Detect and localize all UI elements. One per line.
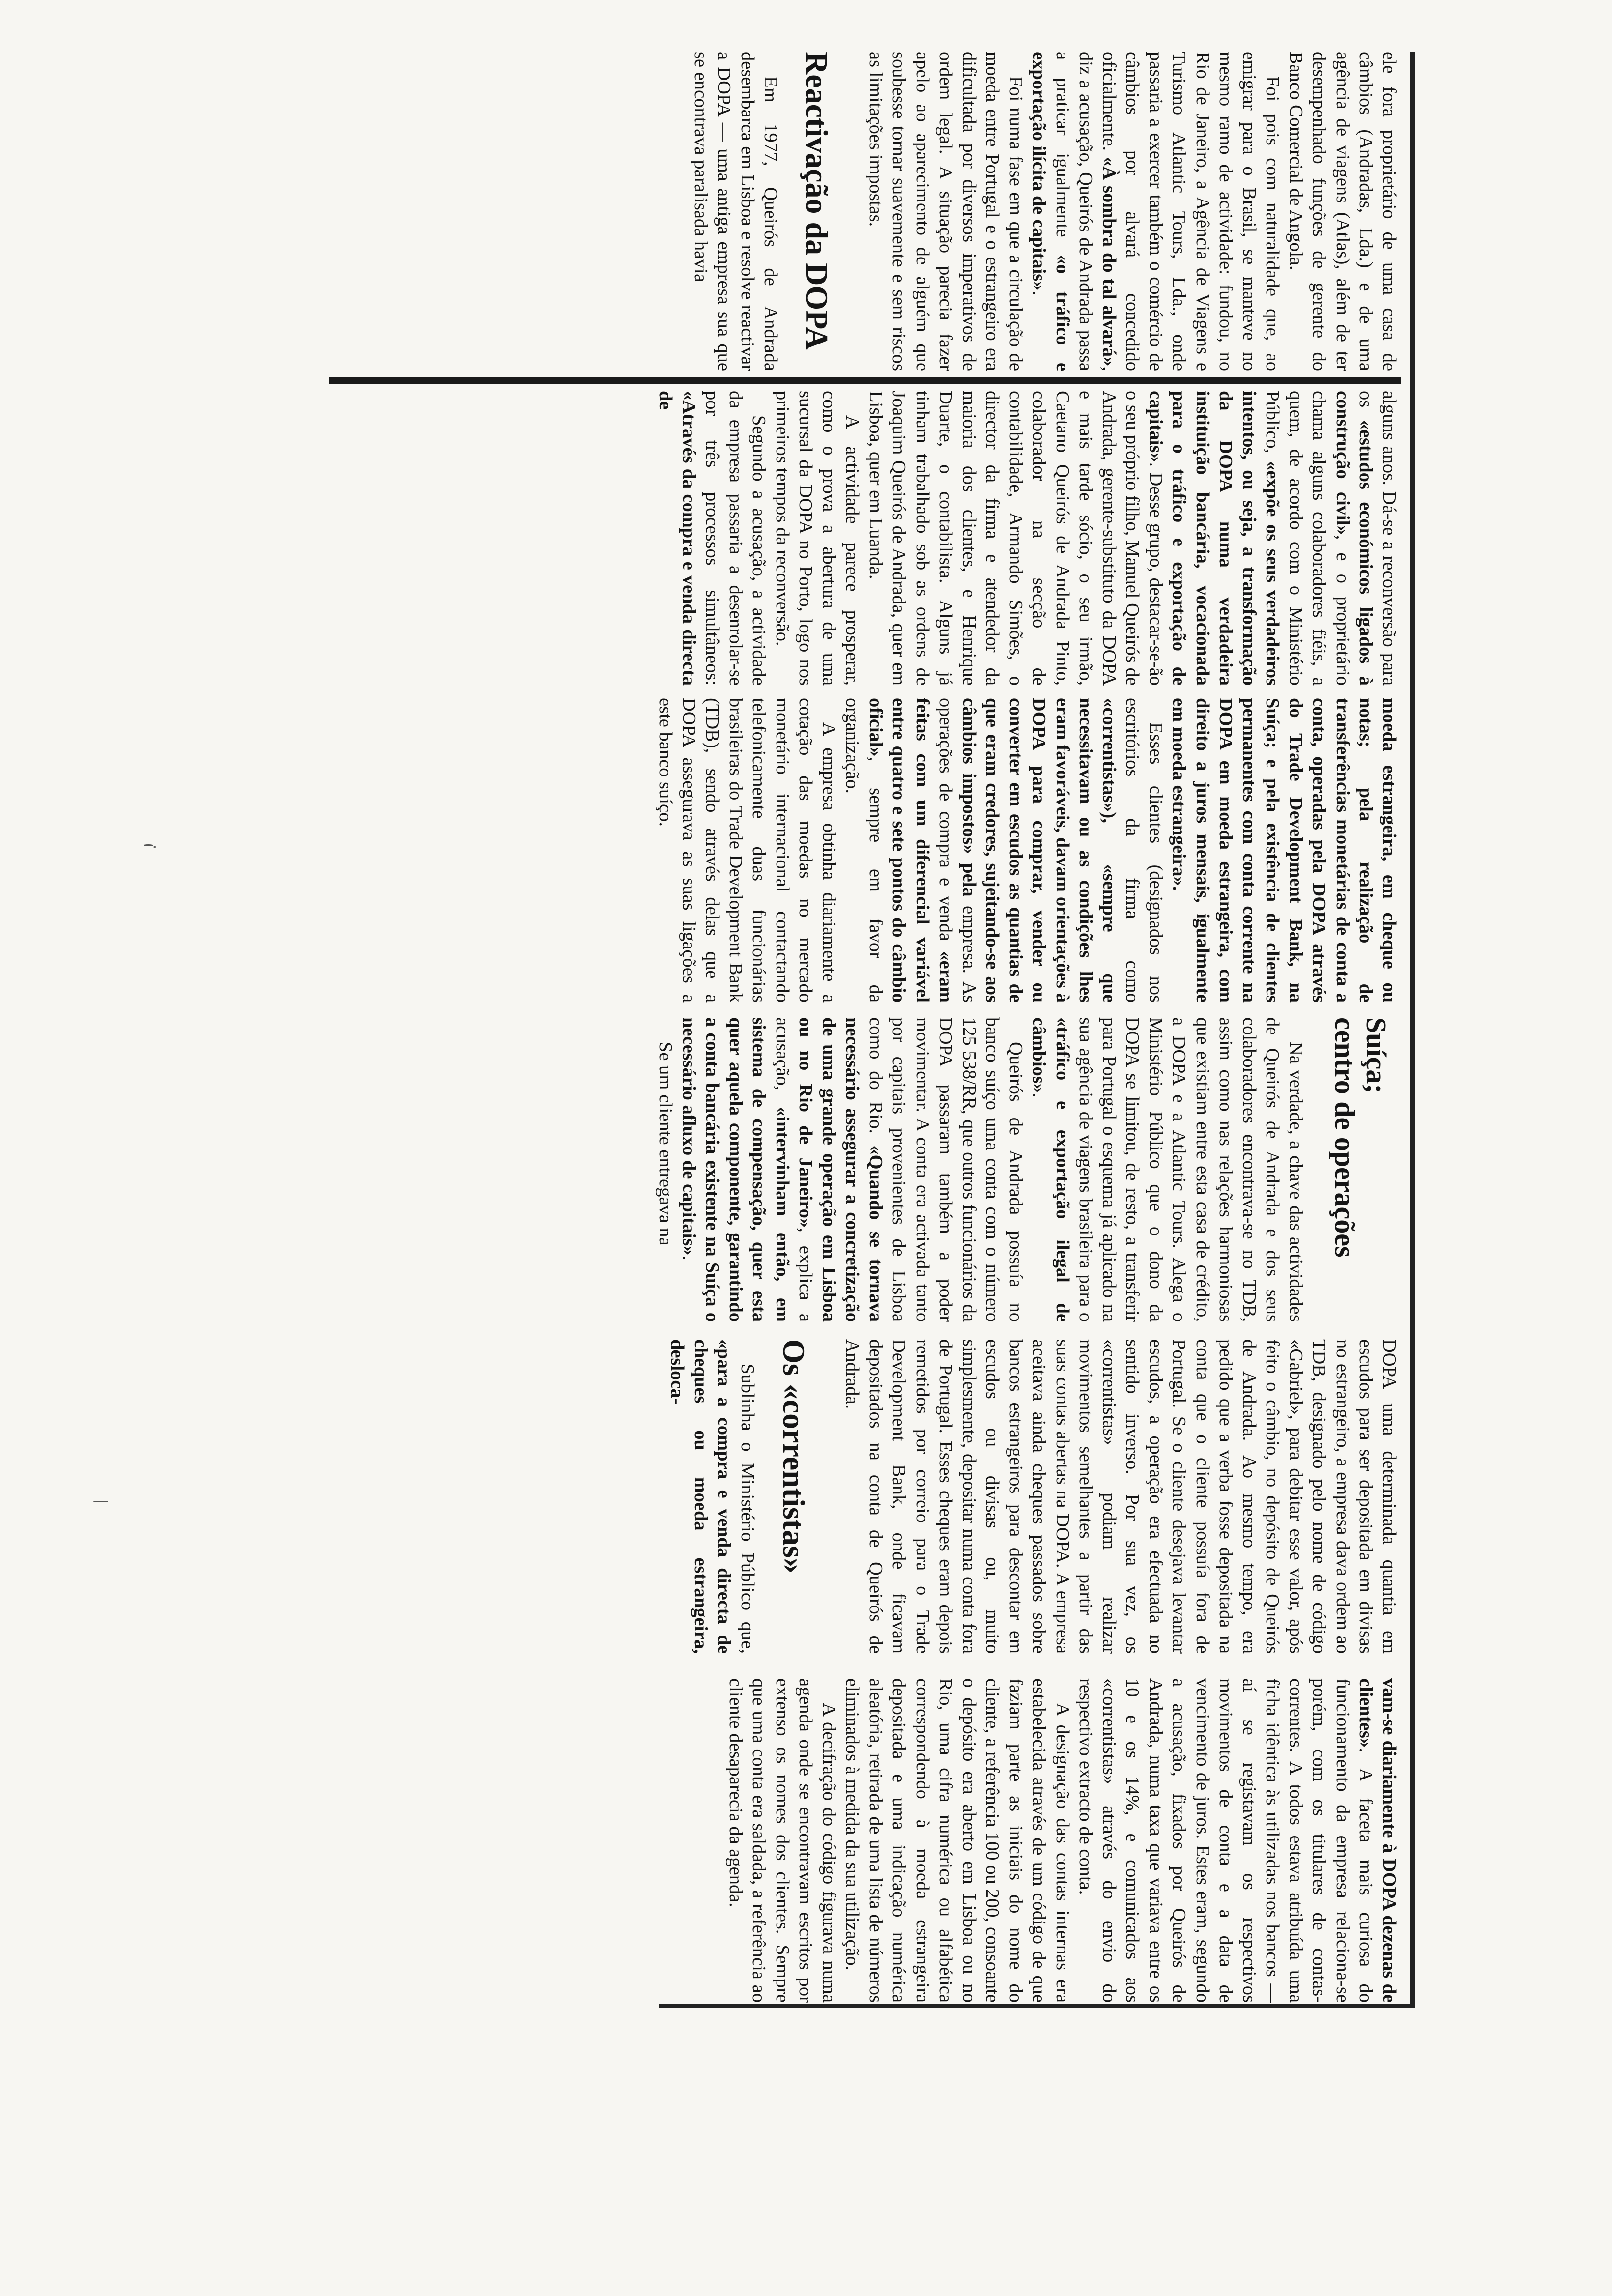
col4-paragraph-3: Se um cliente entregava na	[655, 1042, 676, 1246]
scan-speck	[144, 844, 153, 846]
column-1	[339, 52, 1401, 371]
newspaper-article	[329, 52, 1401, 2008]
col2-paragraph-2: A actividade parece prosperar, como o prova a abertura de uma sucursal da DOPA no Porto, logo nos primeiros tempos da reconversão.	[772, 391, 863, 686]
column-5	[329, 1339, 1401, 1654]
col6-paragraph-2: A designação das contas internas era estabelecida através de um código de que faziam parte as iniciais do nome do cliente, a referência 100 ou 200, consoante o depósito era aberto em Lisboa ou no Rio, uma cifra numérica ou alfabética correspondendo à moeda estrangeira depositada e uma indicação numérica aleatória, retirada de uma lista de números eliminados à medida da sua utilização.	[842, 1678, 1073, 2003]
col6-paragraph-1: vam-se diariamente à DOPA dezenas de clientes». A faceta mais curiosa do funcionamento da empresa relaciona-se porém, com os titulares de contas-correntes. A todos estava atribuída uma ficha idêntica às utilizadas nos bancos — aí se registavam os respectivos movimentos de conta e a data de vencimento de juros. Estes eram, segundo a acusação, fixados por Queirós de Andrada, numa taxa que variava entre os 10 e os 14%, e comunicados aos «correntistas» através do envio do respectivo extracto de conta.	[1075, 1678, 1400, 2003]
col1-paragraph-1: ele fora proprietário de uma casa de câmbios (Andradas, Lda.) e de uma agência de viagens (Atlas), além de ter desempenhado funções de gerente do Banco Comercial de Angola.	[1286, 52, 1400, 371]
heading-suica-line-1: Suíça;	[1360, 1017, 1392, 1093]
col5-paragraph-2: Sublinha o Ministério Público que, «para a compra e venda directa de cheques ou moeda estrangeira, desloca-	[667, 1339, 758, 1654]
heading-reactivacao: Reactivação da DOPA	[800, 52, 835, 350]
right-heavy-rule	[659, 2004, 1415, 2008]
col3-paragraph-3: A empresa obtinha diariamente a cotação das moedas no mercado monetário internacional contactando telefonicamente duas funcionárias brasileiras do Trade Development Bank (TDB), sendo através delas que a DOPA assegurava as suas ligações a este banco suíço.	[655, 698, 839, 1003]
column-4	[329, 1017, 1401, 1322]
scan-speck	[93, 1501, 108, 1502]
col4-paragraph-1: Na verdade, a chave das actividades de Queirós de Andrada e dos seus colaboradores encontrava-se no TDB, assim como nas relações harmoniosas que existiam entre esta casa de crédito, a DOPA e a Atlantic Tours. Alega o Ministério Público que o dono da DOPA se limitou, de resto, a transferir para Portugal o esquema já aplicado na sua agência de viagens brasileira para o «tráfico e exportação ilegal de câmbios».	[1029, 1017, 1306, 1322]
col2-paragraph-1: alguns anos. Dá-se a reconversão para os «estudos económicos ligados à construção civil», e o proprietário chama alguns colaboradores fiéis, a quem, de acordo com o Ministério Público, «expõe os seus verdadeiros intentos, ou seja, a transformação da DOPA numa verdadeira instituição bancária, vocacionada para o tráfico e exportação de capitais». Desse grupo, destacar-se-ão o seu próprio filho, Manuel Queirós de Andrada, gerente-substituto da DOPA e mais tarde sócio, o seu irmão, Caetano Queirós de Andrada Pinto, colaborador na secção de contabilidade, Armando Simões, o director da firma e atendedor da maioria dos clientes, e Henrique Duarte, o contabilista. Alguns já tinham trabalhado sob as ordens de Joaquim Queirós de Andrada, quer em Lisboa, quer em Luanda.	[865, 391, 1400, 686]
heading-suica	[1329, 1017, 1392, 1322]
col3-paragraph-2: Esses clientes (designados nos escritórios da firma como «correntistas»), «sempre que necessitavam ou as condições lhes eram favoráveis, davam orientações à DOPA para comprar, vender ou converter em escudos as quantias de que eram credores, sujeitando-se aos câmbios impostos» pela empresa. As operações de compra e venda «eram feitas com um diferencial variável entre quatro e sete pontos do câmbio oficial», sempre em favor da organização.	[842, 698, 1166, 1003]
col5-paragraph-1: DOPA uma determinada quantia em escudos para ser depositada em divisas no estrangeiro, a empresa dava ordem ao TDB, designado pelo nome de código «Gabriel», para debitar esse valor, após feito o câmbio, no depósito de Queirós de Andrada. Ao mesmo tempo, era pedido que a verba fosse depositada na conta que o cliente possuía fora de Portugal. Se o cliente desejava levantar escudos, a operação era efectuada no sentido inverso. Por sua vez, os «correntistas» podiam realizar movimentos semelhantes a partir das suas contas abertas na DOPA. A empresa aceitava ainda cheques passados sobre bancos estrangeiros para descontar em escudos ou divisas ou, muito simplesmente, depositar numa conta fora de Portugal. Esses cheques eram depois remetidos por correio para o Trade Development Bank, onde ficavam depositados na conta de Queirós de Andrada.	[842, 1339, 1400, 1654]
col1-paragraph-3: Foi numa fase em que a circulação de moeda entre Portugal e o estrangeiro era dificultada por diversos imperativos de ordem legal. A situação parecia fazer apelo ao aparecimento de alguém que soubesse tornar suavemente e sem riscos as limitações impostas.	[865, 52, 1026, 371]
column-divider-heavy	[329, 377, 1401, 384]
top-heavy-rule	[1410, 52, 1415, 2008]
column-6	[673, 1678, 1401, 2003]
col2-paragraph-3: Segundo a acusação, a actividade da empresa passaria a desenrolar-se por três processos simultâneos: «Através da compra e venda directa de	[655, 391, 770, 686]
col4-paragraph-2: Queirós de Andrada possuía no banco suíço uma conta com o número 125 538/RR, que outros funcionários da DOPA passaram também a poder movimentar. A conta era activada tanto por capitais provenientes de Lisboa como do Rio. «Quando se tornava necessário assegurar a concretização de uma grande operação em Lisboa ou no Rio de Janeiro», explica a acusação, «intervinham então, em sistema de compensação, quer esta quer aquela componente, garantindo a conta bancária existente na Suíça o necessário afluxo de capitais».	[679, 1017, 1026, 1322]
col1-paragraph-2: Foi pois com naturalidade que, ao emigrar para o Brasil, se manteve no mesmo ramo de actividade: fundou, no Rio de Janeiro, a Agência de Viagens e Turismo Atlantic Tours, Lda., onde passaria a exercer também o comércio de câmbios por alvará concedido oficialmente. «À sombra do tal alvará», diz a acusação, Queirós de Andrada passa a praticar igualmente «o tráfico e exportação ilícita de capitais».	[1029, 52, 1283, 371]
scan-speck	[153, 846, 156, 848]
column-3	[359, 698, 1401, 1003]
heading-suica-line-2: centro de operações	[1329, 1017, 1361, 1258]
col1-paragraph-4: Em 1977, Queirós de Andrada desembarca em Lisboa e resolve reactivar a DOPA — uma antiga empresa sua que se encontrava paralisada havia	[691, 52, 781, 371]
col6-paragraph-3: A decifração do código figurava numa agenda onde se encontravam escritos por extenso os nomes dos clientes. Sempre que uma conta era saldada, a referência ao cliente desaparecia da agenda.	[725, 1678, 839, 2003]
heading-correntistas: Os «correntistas»	[777, 1339, 811, 1574]
col3-paragraph-1: moeda estrangeira, em cheque ou notas; pela realização de transferências monetárias de conta a conta, operadas pela DOPA através do Trade Development Bank, na Suíça; e pela existência de clientes permanentes com conta corrente na DOPA em moeda estrangeira, com direito a juros mensais, igualmente em moeda estrangeira».	[1169, 698, 1400, 1003]
column-2	[329, 391, 1401, 686]
